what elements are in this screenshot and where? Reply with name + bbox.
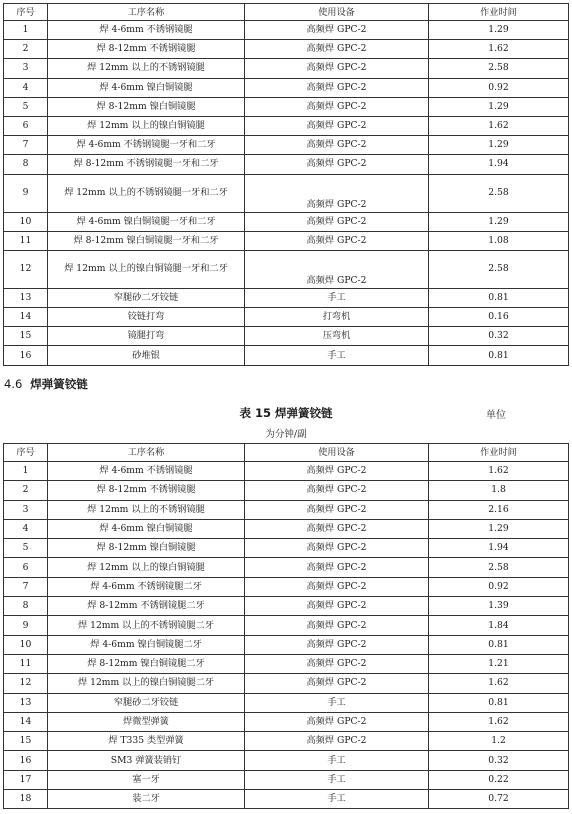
- table-header-row: [4, 444, 569, 462]
- process-name: 镜腿打弯: [48, 327, 245, 346]
- process-name: 焊 8-12mm 不锈钢镜腿一牙和二牙: [48, 155, 245, 174]
- equipment: 打弯机: [245, 308, 429, 327]
- row-number: 18: [4, 790, 48, 809]
- equipment: 高频焊 GPC-2: [245, 462, 429, 481]
- row-number: 4: [4, 519, 48, 538]
- process-name: 窄腿砂二牙铰链: [48, 288, 245, 307]
- row-number: 10: [4, 635, 48, 654]
- table-row: [4, 770, 569, 789]
- work-time: 0.16: [429, 308, 569, 327]
- header-process-name: 工序名称: [48, 4, 245, 21]
- work-time: 2.16: [429, 500, 569, 519]
- work-time: 0.81: [429, 346, 569, 365]
- process-name: 焊 12mm 以上的不锈钢镜腿: [48, 59, 245, 78]
- work-time: 1.94: [429, 155, 569, 174]
- equipment: 高频焊 GPC-2: [245, 539, 429, 558]
- table-row: [4, 78, 569, 97]
- process-name: 焊 4-6mm 不锈钢镜腿: [48, 21, 245, 40]
- equipment: 手工: [245, 288, 429, 307]
- work-time: 0.81: [429, 288, 569, 307]
- equipment: 高频焊 GPC-2: [245, 577, 429, 596]
- work-time: 1.08: [429, 231, 569, 250]
- row-number: 3: [4, 59, 48, 78]
- process-name: 焊 12mm 以上的不锈钢镜腿一牙和二牙: [48, 174, 245, 212]
- table-row: [4, 654, 569, 673]
- work-time: 0.22: [429, 770, 569, 789]
- equipment: 高频焊 GPC-2: [245, 481, 429, 500]
- table-row: [4, 40, 569, 59]
- process-name: 焊 4-6mm 不锈钢镜腿一牙和二牙: [48, 136, 245, 155]
- table-row: [4, 231, 569, 250]
- equipment: 手工: [245, 790, 429, 809]
- process-name: 焊 8-12mm 不锈钢镜腿二牙: [48, 597, 245, 616]
- work-time: 0.81: [429, 635, 569, 654]
- equipment: 高频焊 GPC-2: [245, 519, 429, 538]
- table-header-row: [4, 4, 569, 21]
- process-name: 焊 4-6mm 镍白铜镜腿: [48, 78, 245, 97]
- table-row: [4, 174, 569, 212]
- process-name: 焊 T335 类型弹簧: [48, 732, 245, 751]
- row-number: 5: [4, 97, 48, 116]
- header-no: 序号: [4, 4, 48, 21]
- table-row: [4, 346, 569, 365]
- row-number: 15: [4, 732, 48, 751]
- equipment: 高频焊 GPC-2: [245, 40, 429, 59]
- work-time: 1.2: [429, 732, 569, 751]
- work-time: 1.29: [429, 519, 569, 538]
- header-process-name: 工序名称: [48, 444, 245, 462]
- process-name: 焊 4-6mm 不锈钢镜腿二牙: [48, 577, 245, 596]
- table-row: [4, 21, 569, 40]
- process-name: 焊 12mm 以上的镍白铜镜腿一牙和二牙: [48, 250, 245, 288]
- table-row: [4, 597, 569, 616]
- work-time: 2.58: [429, 174, 569, 212]
- table-row: [4, 116, 569, 135]
- process-name: 焊 8-12mm 镍白铜镜腿一牙和二牙: [48, 231, 245, 250]
- equipment: 高频焊 GPC-2: [245, 155, 429, 174]
- equipment: 高频焊 GPC-2: [245, 712, 429, 731]
- work-time: 0.32: [429, 751, 569, 770]
- work-time: 1.39: [429, 597, 569, 616]
- process-name: 焊 12mm 以上的镍白铜镜腿: [48, 558, 245, 577]
- row-number: 9: [4, 616, 48, 635]
- equipment: 高频焊 GPC-2: [245, 136, 429, 155]
- header-equipment: 使用设备: [245, 444, 429, 462]
- row-number: 14: [4, 308, 48, 327]
- work-time: 0.92: [429, 577, 569, 596]
- row-number: 5: [4, 539, 48, 558]
- equipment: 高频焊 GPC-2: [245, 597, 429, 616]
- section-number: 4.6: [4, 377, 23, 391]
- equipment: 手工: [245, 770, 429, 789]
- process-name: 焊 12mm 以上的不锈钢镜腿二牙: [48, 616, 245, 635]
- equipment: 高频焊 GPC-2: [245, 500, 429, 519]
- table-row: [4, 519, 569, 538]
- work-time: 1.84: [429, 616, 569, 635]
- process-time-table-1: [3, 3, 569, 366]
- table-row: [4, 674, 569, 693]
- row-number: 17: [4, 770, 48, 789]
- process-name: 焊 12mm 以上的镍白铜镜腿二牙: [48, 674, 245, 693]
- equipment: 高频焊 GPC-2: [245, 558, 429, 577]
- table-row: [4, 97, 569, 116]
- process-name: 装二牙: [48, 790, 245, 809]
- equipment: 高频焊 GPC-2: [245, 212, 429, 231]
- table-row: [4, 732, 569, 751]
- table-row: [4, 693, 569, 712]
- header-no: 序号: [4, 444, 48, 462]
- work-time: 1.62: [429, 674, 569, 693]
- equipment: 高频焊 GPC-2: [245, 174, 429, 212]
- process-name: 焊 8-12mm 镍白铜镜腿: [48, 97, 245, 116]
- process-name: 焊 8-12mm 镍白铜镜腿二牙: [48, 654, 245, 673]
- work-time: 2.58: [429, 59, 569, 78]
- table-row: [4, 751, 569, 770]
- row-number: 11: [4, 231, 48, 250]
- table-row: [4, 327, 569, 346]
- unit-label: 单位: [486, 410, 506, 421]
- table-row: [4, 500, 569, 519]
- process-name: 砂堆银: [48, 346, 245, 365]
- table-row: [4, 616, 569, 635]
- row-number: 12: [4, 674, 48, 693]
- work-time: 1.62: [429, 462, 569, 481]
- row-number: 15: [4, 327, 48, 346]
- row-number: 3: [4, 500, 48, 519]
- section-title: 焊弹簧铰链: [30, 377, 88, 391]
- work-time: 1.62: [429, 712, 569, 731]
- process-name: 焊 8-12mm 不锈钢镜腿: [48, 481, 245, 500]
- row-number: 7: [4, 577, 48, 596]
- section-heading: [4, 376, 88, 392]
- equipment: 高频焊 GPC-2: [245, 250, 429, 288]
- row-number: 13: [4, 693, 48, 712]
- table-row: [4, 136, 569, 155]
- row-number: 8: [4, 155, 48, 174]
- row-number: 6: [4, 558, 48, 577]
- row-number: 12: [4, 250, 48, 288]
- work-time: 0.81: [429, 693, 569, 712]
- process-name: 焊 4-6mm 镍白铜镜腿: [48, 519, 245, 538]
- process-name: 焊 8-12mm 不锈钢镜腿: [48, 40, 245, 59]
- work-time: 1.8: [429, 481, 569, 500]
- work-time: 1.94: [429, 539, 569, 558]
- row-number: 2: [4, 481, 48, 500]
- table-row: [4, 635, 569, 654]
- row-number: 8: [4, 597, 48, 616]
- equipment: 高频焊 GPC-2: [245, 78, 429, 97]
- header-work-time: 作业时间: [429, 444, 569, 462]
- work-time: 2.58: [429, 558, 569, 577]
- table-row: [4, 250, 569, 288]
- row-number: 16: [4, 346, 48, 365]
- process-time-table-2: [3, 443, 569, 809]
- equipment: 手工: [245, 693, 429, 712]
- row-number: 13: [4, 288, 48, 307]
- work-time: 1.21: [429, 654, 569, 673]
- table-row: [4, 308, 569, 327]
- process-name: 焊 12mm 以上的不锈钢镜腿: [48, 500, 245, 519]
- equipment: 高频焊 GPC-2: [245, 59, 429, 78]
- process-name: 焊 8-12mm 镍白铜镜腿: [48, 539, 245, 558]
- unit-note: 为分钟/副: [265, 429, 307, 440]
- row-number: 4: [4, 78, 48, 97]
- equipment: 手工: [245, 346, 429, 365]
- header-equipment: 使用设备: [245, 4, 429, 21]
- table-caption: 表 15 焊弹簧铰链: [239, 406, 333, 420]
- header-work-time: 作业时间: [429, 4, 569, 21]
- table-row: [4, 288, 569, 307]
- work-time: 1.29: [429, 97, 569, 116]
- process-name: 塞一牙: [48, 770, 245, 789]
- equipment: 高频焊 GPC-2: [245, 116, 429, 135]
- row-number: 6: [4, 116, 48, 135]
- equipment: 手工: [245, 751, 429, 770]
- process-name: SM3 弹簧装销钉: [48, 751, 245, 770]
- table-row: [4, 539, 569, 558]
- equipment: 高频焊 GPC-2: [245, 21, 429, 40]
- equipment: 高频焊 GPC-2: [245, 732, 429, 751]
- table-row: [4, 155, 569, 174]
- row-number: 1: [4, 21, 48, 40]
- table-row: [4, 577, 569, 596]
- equipment: 压弯机: [245, 327, 429, 346]
- row-number: 9: [4, 174, 48, 212]
- process-name: 窄腿砂二牙铰链: [48, 693, 245, 712]
- table-row: [4, 712, 569, 731]
- table-row: [4, 790, 569, 809]
- row-number: 2: [4, 40, 48, 59]
- work-time: 0.32: [429, 327, 569, 346]
- process-name: 焊 12mm 以上的镍白铜镜腿: [48, 116, 245, 135]
- row-number: 11: [4, 654, 48, 673]
- row-number: 1: [4, 462, 48, 481]
- work-time: 0.92: [429, 78, 569, 97]
- table-row: [4, 462, 569, 481]
- equipment: 高频焊 GPC-2: [245, 231, 429, 250]
- work-time: 1.62: [429, 116, 569, 135]
- table-row: [4, 481, 569, 500]
- process-name: 焊 4-6mm 镍白铜镜腿二牙: [48, 635, 245, 654]
- equipment: 高频焊 GPC-2: [245, 654, 429, 673]
- table-row: [4, 212, 569, 231]
- work-time: 2.58: [429, 250, 569, 288]
- work-time: 1.29: [429, 212, 569, 231]
- work-time: 1.29: [429, 136, 569, 155]
- process-name: 焊 4-6mm 镍白铜镜腿一牙和二牙: [48, 212, 245, 231]
- process-name: 铰链打弯: [48, 308, 245, 327]
- row-number: 16: [4, 751, 48, 770]
- row-number: 14: [4, 712, 48, 731]
- equipment: 高频焊 GPC-2: [245, 635, 429, 654]
- row-number: 7: [4, 136, 48, 155]
- work-time: 0.72: [429, 790, 569, 809]
- equipment: 高频焊 GPC-2: [245, 97, 429, 116]
- equipment: 高频焊 GPC-2: [245, 674, 429, 693]
- table-row: [4, 59, 569, 78]
- process-name: 焊微型弹簧: [48, 712, 245, 731]
- work-time: 1.62: [429, 40, 569, 59]
- work-time: 1.29: [429, 21, 569, 40]
- row-number: 10: [4, 212, 48, 231]
- table-row: [4, 558, 569, 577]
- process-name: 焊 4-6mm 不锈钢镜腿: [48, 462, 245, 481]
- equipment: 高频焊 GPC-2: [245, 616, 429, 635]
